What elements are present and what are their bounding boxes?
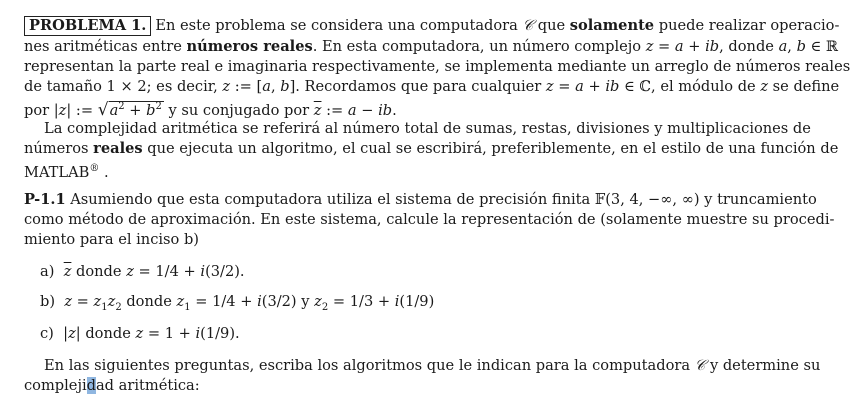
para2-line-2: números reales que ejecuta un algoritmo, el cual se escribirá, preferiblemente, en el estilo de una función de	[24, 140, 839, 157]
problem-text-1: En este problema se considera una computadora 𝒞 que solamente puede realizar operacio-	[155, 17, 840, 34]
problem-line-2: nes aritméticas entre números reales. En esta computadora, un número complejo z = a + ib, donde a, b ∈ ℝ	[24, 38, 839, 55]
text-cursor-highlight: d	[86, 377, 96, 394]
p11-line-2: como método de aproximación. En este sistema, calcule la representación de (solamente muestre su procedi-	[24, 211, 835, 228]
problem-label: PROBLEMA 1.	[24, 16, 151, 36]
problem-line-5: por |z| := $√a^2 + b^2$ y su conjugado por $\overline{z}$ := a − ib.	[24, 99, 397, 120]
problem-line-3: representan la parte real e imaginaria respectivamente, se implementa mediante un arreglo de números reales	[24, 58, 850, 75]
problem-line-4: de tamaño 1 × 2; es decir, z := [a, b]. Recordamos que para cualquier z = a + ib ∈ ℂ, el módulo de z se define	[24, 78, 840, 95]
problem-line-1	[24, 16, 840, 36]
closing-line-1: En las siguientes preguntas, escriba los algoritmos que le indican para la computadora 𝒞 y determine su	[44, 357, 821, 374]
p11-line-3: miento para el inciso b)	[24, 231, 199, 248]
p11-label: P-1.1	[24, 191, 66, 208]
item-b-label: b)	[40, 293, 56, 310]
item-a-label: a)	[40, 263, 55, 280]
item-c: c) |z| donde z = 1 + i(1/9).	[40, 325, 240, 342]
p11-line-1: P-1.1 Asumiendo que esta computadora utiliza el sistema de precisión finita 𝔽(3, 4, −∞, ∞) y truncamiento	[24, 191, 817, 208]
closing-line-2: complejidad aritmética:	[24, 377, 200, 394]
item-a: a) $\overline{z}$ donde z = 1/4 + i(3/2).	[40, 263, 245, 280]
item-b: b) $z = z_1z_2$ donde $z_1 = 1/4 + i(3/2)$ y $z_2 = 1/3 + i(1/9)$	[40, 293, 435, 313]
para2-line-1: La complejidad aritmética se referirá al número total de sumas, restas, divisiones y multiplicaciones de	[44, 120, 811, 137]
item-c-label: c)	[40, 325, 54, 342]
para2-line-3: MATLAB® .	[24, 163, 109, 181]
